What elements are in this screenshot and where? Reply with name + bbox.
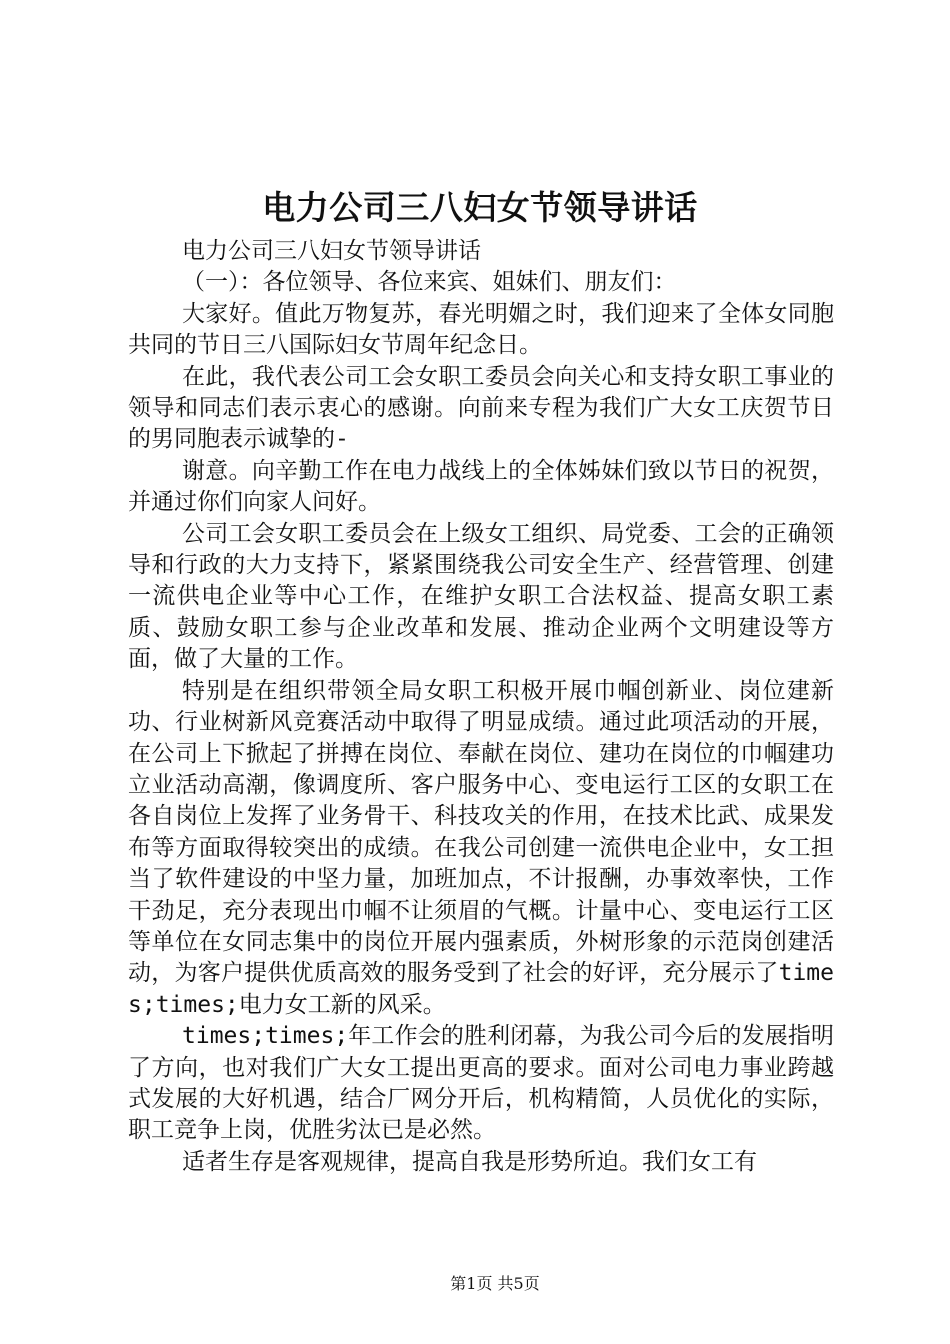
- paragraph: times;times;年工作会的胜利闭幕，为我公司今后的发展指明了方向，也对我们广大女工提出更高的要求。面对公司电力事业跨越式发展的大好机遇，结合厂网分开后，机构精简，人员优化的实际，职工竞争上岗，优胜劣汰已是必然。: [128, 1023, 834, 1144]
- paragraph: 适者生存是客观规律，提高自我是形势所迫。我们女工有: [182, 1148, 757, 1175]
- paragraph-salutation: （一）：各位领导、各位来宾、姐妹们、朋友们：: [182, 269, 677, 296]
- paragraph: 大家好。值此万物复苏，春光明媚之时，我们迎来了全体女同胞共同的节日三八国际妇女节周年纪念日。: [128, 300, 834, 359]
- document-body: [128, 236, 834, 1178]
- page-number-footer: 第1页 共5页: [450, 1274, 540, 1293]
- paragraph-heading: 电力公司三八妇女节领导讲话: [182, 238, 481, 264]
- paragraph: 特别是在组织带领全局女职工积极开展巾帼创新业、岗位建新功、行业树新风竞赛活动中取得了明显成绩。通过此项活动的开展，在公司上下掀起了拼搏在岗位、奉献在岗位、建功在岗位的巾帼建功立业活动高潮，像调度所、客户服务中心、变电运行工区的女职工在各自岗位上发挥了业务骨干、科技攻关的作用，在技术比武、成果发布等方面取得较突出的成绩。在我公司创建一流供电企业中，女工担当了软件建设的中坚力量，加班加点，不计报酬，办事效率快，工作干劲足，充分表现出巾帼不让须眉的气概。计量中心、变电运行工区等单位在女同志集中的岗位开展内强素质，外树形象的示范岗创建活动，为客户提供优质高效的服务受到了社会的好评，充分展示了times;times;电力女工新的风采。: [128, 677, 834, 1018]
- paragraph: 公司工会女职工委员会在上级女工组织、局党委、工会的正确领导和行政的大力支持下，紧紧围绕我公司安全生产、经营管理、创建一流供电企业等中心工作，在维护女职工合法权益、提高女职工素质、鼓励女职工参与企业改革和发展、推动企业两个文明建设等方面，做了大量的工作。: [128, 520, 834, 673]
- paragraph: 谢意。向辛勤工作在电力战线上的全体姊妹们致以节日的祝贺，并通过你们向家人问好。: [128, 457, 834, 516]
- paragraph: 在此，我代表公司工会女职工委员会向关心和支持女职工事业的领导和同志们表示衷心的感谢。向前来专程为我们广大女工庆贺节日的男同胞表示诚挚的-: [128, 363, 834, 453]
- document-title: 电力公司三八妇女节领导讲话: [262, 188, 698, 227]
